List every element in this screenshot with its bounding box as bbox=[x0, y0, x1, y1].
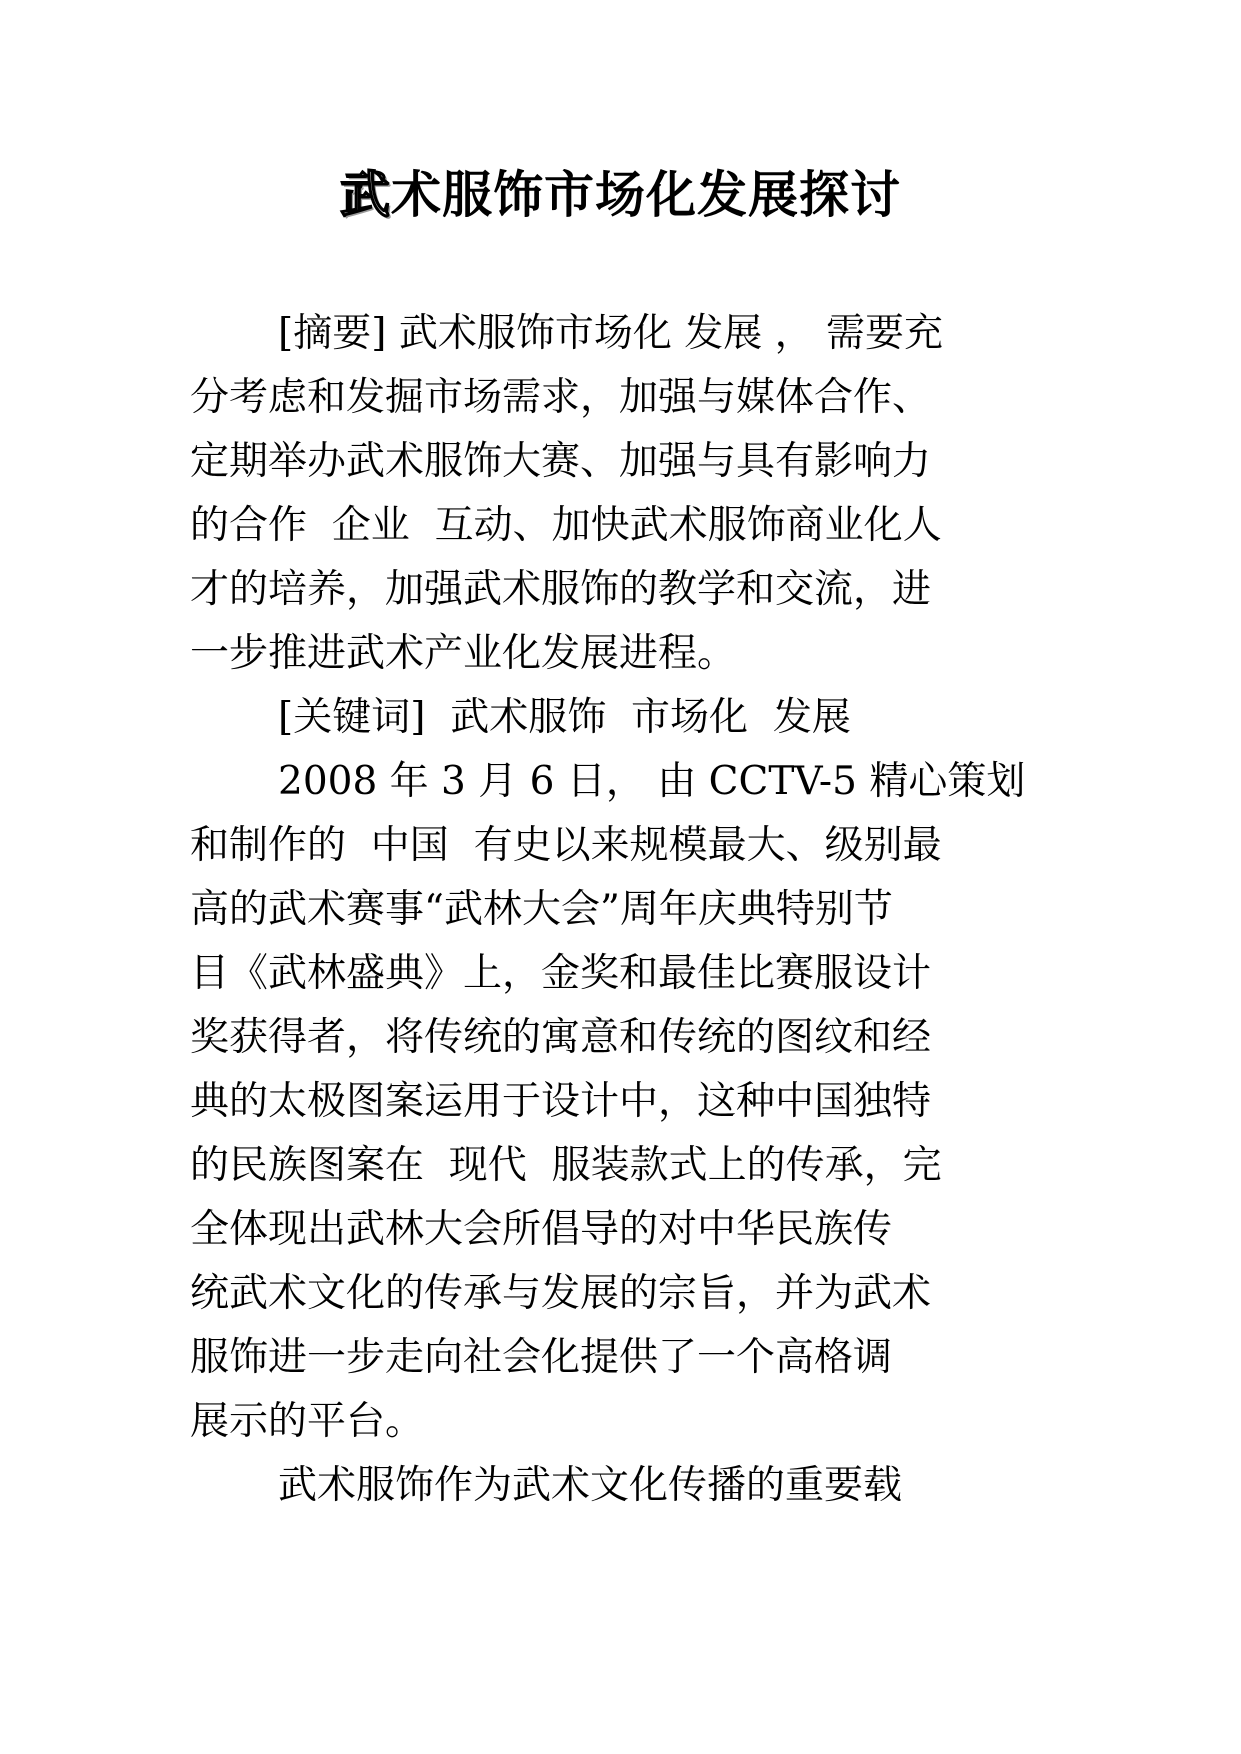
abstract-line: 一步推进武术产业化发展进程。 bbox=[190, 631, 737, 676]
title-first-char: 武 bbox=[340, 166, 391, 224]
body-line: 和制作的 中国 有史以来规模最大、级别最 bbox=[190, 823, 942, 868]
body-line: 高的武术赛事“武林大会”周年庆典特别节 bbox=[190, 887, 893, 932]
body-line: 2008 年 3 月 6 日， 由 CCTV-5 精心策划 bbox=[278, 759, 1026, 804]
document-title bbox=[0, 165, 1241, 225]
body-line: 目《武林盛典》上，金奖和最佳比赛服设计 bbox=[190, 951, 932, 996]
title-text: 术服饰市场化发展探讨 bbox=[391, 166, 901, 224]
abstract-line: [摘要] 武术服饰市场化 发展 ， 需要充 bbox=[278, 311, 944, 356]
body-line: 展示的平台。 bbox=[190, 1399, 425, 1444]
body-line: 奖获得者，将传统的寓意和传统的图纹和经 bbox=[190, 1015, 932, 1060]
abstract-line: 定期举办武术服饰大赛、加强与具有影响力 bbox=[190, 439, 932, 484]
abstract-line: 分考虑和发掘市场需求，加强与媒体合作、 bbox=[190, 375, 932, 420]
abstract-line: 的合作 企业 互动、加快武术服饰商业化人 bbox=[190, 503, 942, 548]
body-line: 典的太极图案运用于设计中，这种中国独特 bbox=[190, 1079, 932, 1124]
body-line: 全体现出武林大会所倡导的对中华民族传 bbox=[190, 1207, 893, 1252]
abstract-line: 才的培养，加强武术服饰的教学和交流，进 bbox=[190, 567, 932, 612]
body-line: 统武术文化的传承与发展的宗旨，并为武术 bbox=[190, 1271, 932, 1316]
body-line: 的民族图案在 现代 服装款式上的传承，完 bbox=[190, 1143, 942, 1188]
body-line: 武术服饰作为武术文化传播的重要载 bbox=[278, 1463, 903, 1508]
keywords-line: [关键词] 武术服饰 市场化 发展 bbox=[278, 695, 851, 740]
body-line: 服饰进一步走向社会化提供了一个高格调 bbox=[190, 1335, 893, 1380]
